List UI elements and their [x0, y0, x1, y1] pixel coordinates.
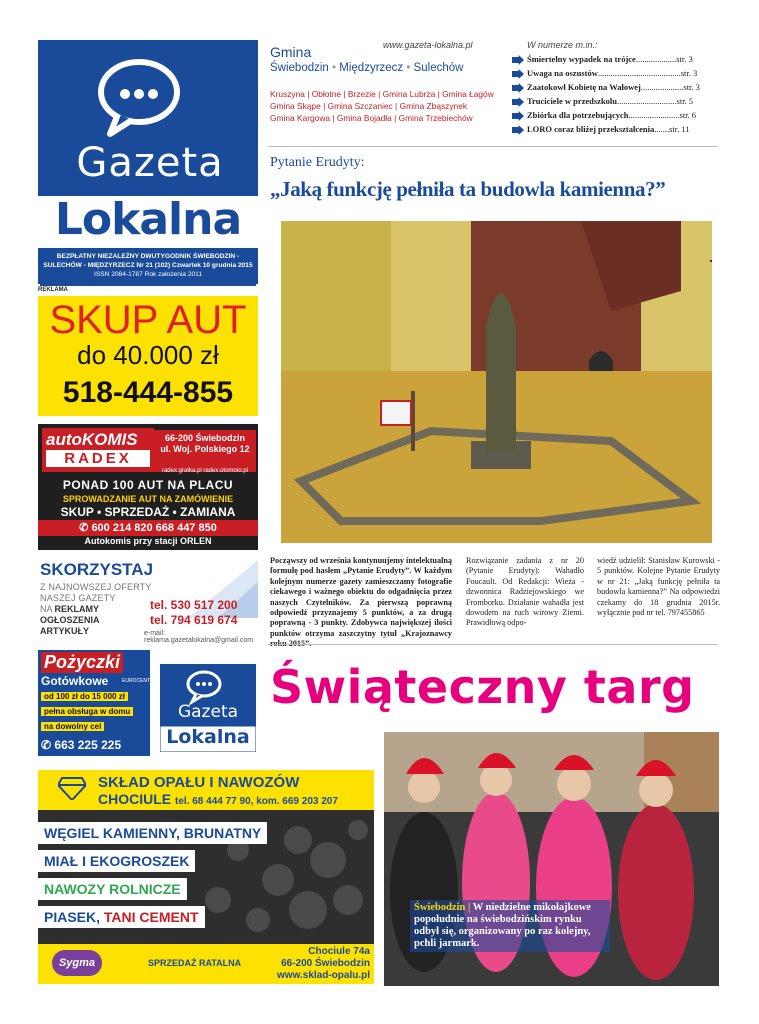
pozyczki-sub: Gotówkowe [41, 674, 109, 688]
town-sep: • [406, 62, 411, 74]
ad-sklad-opalu[interactable] [38, 770, 374, 984]
gazeta-lokalna-logo-small [160, 664, 256, 752]
speech-bubble-icon [96, 58, 182, 138]
issue-info [40, 250, 256, 286]
skorzystaj-line-4: OGŁOSZENIA [40, 615, 100, 625]
issue-line-1: BEZPŁATNY NIEZALEŻNY DWUTYGODNIK ŚWIEBODZIN - [56, 253, 240, 260]
opal-piasek: PIASEK, [44, 909, 101, 925]
gmina-list-2: Gmina Skąpe | Gmina Szczaniec | Gmina Zbąszynek [270, 101, 468, 111]
komis-logo-top: autoKOMIS [46, 430, 138, 449]
skorzystaj-reklamy: REKLAMY [54, 604, 100, 614]
gmina-list-3: Gmina Kargowa | Gmina Bojadła | Gmina Trzebiechów [270, 113, 473, 123]
komis-line-2: SPROWADZANIE AUT NA ZAMÓWIENIE [62, 494, 234, 504]
opal-footer [38, 944, 374, 984]
opal-phone: tel. 68 444 77 90, kom. 669 203 207 [175, 796, 338, 807]
opal-title: SKŁAD OPAŁU I NAWOZÓW [98, 774, 300, 791]
gmina-towns [270, 62, 463, 74]
logo-small-lokalna: Lokalna [166, 726, 250, 748]
targ-caption: Świebodzin | W niedzielne mikołajkowe popołudnie na świebodzińskim rynku odbył się, organizowany po raz kolejny, pchli jarmark. [410, 900, 610, 952]
masthead-title-lokalna: Lokalna [54, 194, 242, 245]
in-issue-item[interactable]: Śmiertelny wypadek na trójce...................str. 3 [512, 54, 722, 65]
pozyczki-item-1: od 100 zł do 15 000 zł [41, 692, 128, 701]
komis-address-line-1: 66-200 Świebodzin [164, 433, 246, 443]
arrow-icon [512, 111, 524, 121]
skorzystaj-line-2: NASZEJ GAZETY [40, 593, 116, 603]
opal-address-2: 66-200 Świebodzin [281, 958, 370, 969]
phone-icon: ✆ [79, 522, 92, 534]
town-sep: • [332, 62, 337, 74]
skup-phone: 518-444-855 [62, 376, 234, 409]
issn: ISSN 2084-1787 Rok założenia 2011 [93, 271, 202, 278]
opal-location-name: CHOCIULE [98, 791, 172, 807]
skorzystaj-email: e-mail: reklama.gazetalokalna@gmail.com [144, 630, 254, 644]
arrow-icon [512, 69, 524, 79]
opal-ratalna: SPRZEDAŻ RATALNA [148, 958, 242, 968]
arrow-icon [512, 55, 524, 65]
reklama-label: REKLAMA [38, 287, 68, 293]
opal-bar-mial: MIAŁ I EKOGROSZEK [38, 850, 195, 872]
opal-bar-piasek [38, 906, 205, 928]
sygma-logo: Sygma [52, 950, 102, 976]
opal-address [248, 946, 370, 982]
komis-line-1: PONAD 100 AUT NA PLACU [62, 478, 234, 492]
ad-skup-aut[interactable] [38, 296, 258, 416]
targ-caption-place: Świebodzin [414, 902, 466, 913]
town-2: Międzyrzecz [339, 62, 404, 74]
opal-web: www.sklad-opalu.pl [277, 970, 370, 981]
ad-skorzystaj[interactable] [38, 560, 258, 642]
in-issue-item[interactable]: Zbiórka dla potrzebujących........................str. 6 [512, 110, 722, 121]
pytanie-headline: „Jaką funkcję pełniła ta budowla kamienna?” [270, 177, 666, 201]
town-3: Sulechów [413, 62, 464, 74]
komis-address-line-2: ul. Woj. Polskiego 12 [160, 444, 250, 454]
pytanie-column-3: wiedź udzielił: Stanisław Kurowski - 5 punktów. Kolejne Pytanie Erudyty w nr 21: „Jaką funkcję pełniła ta budowla kamienna?” Na odpowiedzi czekamy do 18 grudnia 2015r. wyłącznie pod nr tel. 797455865 [597, 556, 720, 618]
in-issue-item[interactable]: Truciciele w przedszkolu............................str. 5 [512, 96, 722, 107]
komis-logo [42, 428, 154, 472]
pozyczki-item-3: na dowolny cel [41, 722, 104, 731]
pozyczki-item-2: pełna obsługa w domu [41, 707, 133, 716]
in-issue-item[interactable]: Uwaga na oszustów.......................................str. 3 [512, 68, 722, 79]
in-issue-item[interactable]: Zaatokowł Kobietę na Wałowej....................str. 3 [512, 82, 722, 93]
pozyczki-title: Pożyczki [41, 652, 123, 673]
komis-phones [38, 520, 258, 536]
gmina-label: Gmina [270, 44, 312, 60]
skorzystaj-tel-1: tel. 530 517 200 [150, 598, 238, 612]
komis-urls: radex.gratka.pl radex.otomoto.pl [161, 468, 249, 474]
in-issue-item[interactable]: LORO coraz bliżej przekształcenia.......str. 11 [512, 124, 722, 135]
skup-sub: do 40.000 zł [77, 340, 219, 370]
opal-location [98, 791, 338, 807]
arrow-icon [512, 97, 524, 107]
opal-cement: TANI CEMENT [103, 909, 199, 925]
in-issue-heading: W numerze m.in.: [527, 40, 598, 50]
logo-small-gazeta: Gazeta [177, 702, 239, 722]
opal-bar-wegiel: WĘGIEL KAMIENNY, BRUNATNY [38, 822, 267, 844]
pytanie-column-1: Począwszy od września kontynuujemy intelektualną formułę pod hasłem „Pytanie Erudyty”. W każdym kolejnym numerze gazety zamieszczamy fotografie ciekawego i ważnego obiektu do odgadnięcia przez naszych Czytelników. Za pierwszą poprawną odpowiedź przyznajemy 5 punktów, a za drugą poprawną - 3 punkty. Zdobywca największej ilości punktów otrzyma zaszczytny tytuł „Krajoznawcy [270, 556, 452, 638]
pytanie-column-2: Rozwiązanie zadania z nr 20 (Pytanie Erudyty): Wahadło Foucault. Od Redakcji: Wieża -dzwonnica Radziejowskiego we Fromborku. Działanie wahadła jest dowodem na ruch wirowy Ziemi. Prawidłową odpo- [466, 556, 584, 628]
ad-autokomis-radex[interactable] [38, 424, 258, 550]
targ-caption-text: W niedzielne mikołajkowe popołudnie na świebodzińskim rynku odbył się, organizowany po raz kolejny, pchli jarmark. [414, 902, 591, 949]
pozyczki-phone [41, 738, 121, 752]
gmina-list [270, 88, 502, 124]
skorzystaj-line-1: Z NAJNOWSZEJ OFERTY [40, 582, 152, 592]
pozyczki-badge: EUROCENT [122, 678, 151, 684]
skorzystaj-na: NA [40, 604, 53, 614]
opal-address-1: Chociule 74a [308, 946, 370, 957]
opal-bar-nawozy: NAWOZY ROLNICZE [38, 878, 187, 900]
site-url[interactable]: www.gazeta-lokalna.pl [383, 40, 473, 50]
targ-headline: Świąteczny targ [270, 660, 695, 714]
pozyczki-phone-text: 663 225 225 [54, 738, 122, 752]
masthead-title-gazeta: Gazeta [76, 140, 224, 186]
skorzystaj-line-5: ARTYKUŁY [40, 626, 89, 636]
phone-icon: ✆ [41, 738, 55, 752]
divider [268, 644, 718, 645]
arrow-icon [512, 83, 524, 93]
komis-line-3: SKUP • SPRZEDAŻ • ZAMIANA [60, 505, 236, 519]
divider [268, 146, 718, 147]
komis-logo-bottom: RADEX [46, 450, 150, 467]
komis-phones-text: 600 214 820 668 447 850 [91, 522, 217, 534]
opal-header [38, 770, 374, 810]
diamond-icon [58, 776, 86, 800]
komis-orlen: Autokomis przy stacji ORLEN [84, 536, 212, 546]
ad-pozyczki[interactable] [38, 650, 150, 756]
arrow-icon [512, 125, 524, 135]
gmina-list-1: Kruszyna | Obłotne | Brzezie | Gmina Lubrza | Gmina Łagów [270, 89, 494, 99]
stone-monument-photo [281, 221, 712, 543]
skorzystaj-title: SKORZYSTAJ [40, 560, 154, 579]
issue-line-2: SULECHÓW - MIĘDZYRZECZ Nr 21 (102) Czwartek 10 grudnia 2015 [43, 262, 253, 269]
skorzystaj-tel-2: tel. 794 619 674 [150, 613, 238, 627]
skorzystaj-line-3 [40, 604, 99, 614]
pytanie-label: Pytanie Erudyty: [270, 155, 365, 170]
skup-title: SKUP AUT [49, 298, 247, 342]
komis-address [154, 430, 256, 472]
town-1: Świebodzin [270, 62, 329, 74]
